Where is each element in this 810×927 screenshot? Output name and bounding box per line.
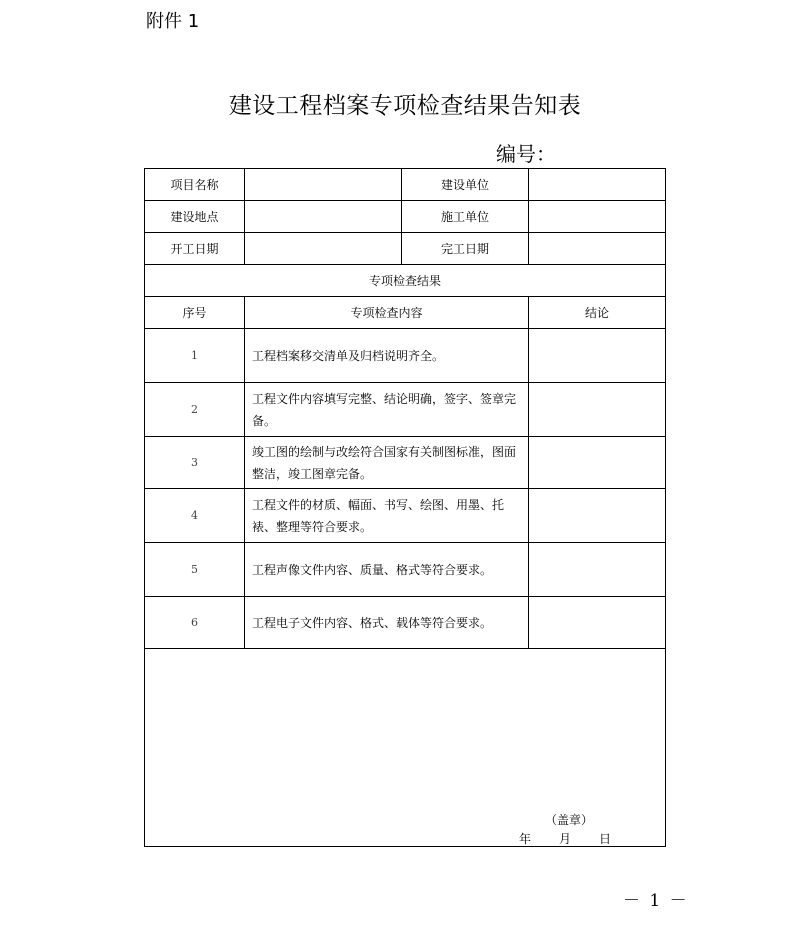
construction-site-field[interactable]: [245, 201, 402, 233]
attachment-label: 附件 1: [146, 11, 200, 32]
day-label: 日: [599, 832, 612, 846]
table-row: [145, 329, 666, 383]
row-content: 工程文件内容填写完整、结论明确，签字、签章完备。: [245, 383, 529, 437]
row-conclusion-field[interactable]: [529, 437, 666, 489]
row-content: 工程文件的材质、幅面、书写、绘图、用墨、托裱、整理等符合要求。: [245, 489, 529, 543]
start-date-label: 开工日期: [145, 233, 245, 265]
table-row: [145, 597, 666, 649]
table-row: [145, 489, 666, 543]
table-row: [145, 437, 666, 489]
seal-label: （盖章）: [545, 813, 594, 827]
project-name-label: 项目名称: [145, 169, 245, 201]
completion-date-field[interactable]: [529, 233, 666, 265]
row-content: 工程档案移交清单及归档说明齐全。: [245, 329, 529, 383]
year-label: 年: [519, 832, 532, 846]
row-index: 5: [145, 543, 245, 597]
construction-site-label: 建设地点: [145, 201, 245, 233]
info-row: [145, 233, 666, 265]
page-title: 建设工程档案专项检查结果告知表: [228, 93, 582, 119]
builder-unit-field[interactable]: [529, 201, 666, 233]
inspection-form-table: [144, 168, 666, 847]
row-conclusion-field[interactable]: [529, 383, 666, 437]
row-index: 3: [145, 437, 245, 489]
section-title: 专项检查结果: [145, 265, 666, 297]
page-number: － 1 －: [623, 891, 689, 911]
row-conclusion-field[interactable]: [529, 329, 666, 383]
project-name-field[interactable]: [245, 169, 402, 201]
signature-row: [145, 649, 666, 847]
table-row: [145, 383, 666, 437]
row-conclusion-field[interactable]: [529, 543, 666, 597]
row-content: 工程电子文件内容、格式、载体等符合要求。: [245, 597, 529, 649]
info-row: [145, 169, 666, 201]
start-date-field[interactable]: [245, 233, 402, 265]
row-index: 1: [145, 329, 245, 383]
row-content: 工程声像文件内容、质量、格式等符合要求。: [245, 543, 529, 597]
column-header-content: 专项检查内容: [245, 297, 529, 329]
construction-unit-field[interactable]: [529, 169, 666, 201]
month-label: 月: [559, 832, 572, 846]
row-index: 6: [145, 597, 245, 649]
column-header-index: 序号: [145, 297, 245, 329]
signature-area[interactable]: [145, 649, 666, 847]
row-index: 4: [145, 489, 245, 543]
row-conclusion-field[interactable]: [529, 489, 666, 543]
row-conclusion-field[interactable]: [529, 597, 666, 649]
column-header-row: [145, 297, 666, 329]
column-header-conclusion: 结论: [529, 297, 666, 329]
row-content: 竣工图的绘制与改绘符合国家有关制图标准，图面整洁，竣工图章完备。: [245, 437, 529, 489]
builder-unit-label: 施工单位: [402, 201, 529, 233]
completion-date-label: 完工日期: [402, 233, 529, 265]
table-row: [145, 543, 666, 597]
row-index: 2: [145, 383, 245, 437]
number-label: 编号：: [496, 142, 556, 166]
section-header-row: [145, 265, 666, 297]
info-row: [145, 201, 666, 233]
construction-unit-label: 建设单位: [402, 169, 529, 201]
